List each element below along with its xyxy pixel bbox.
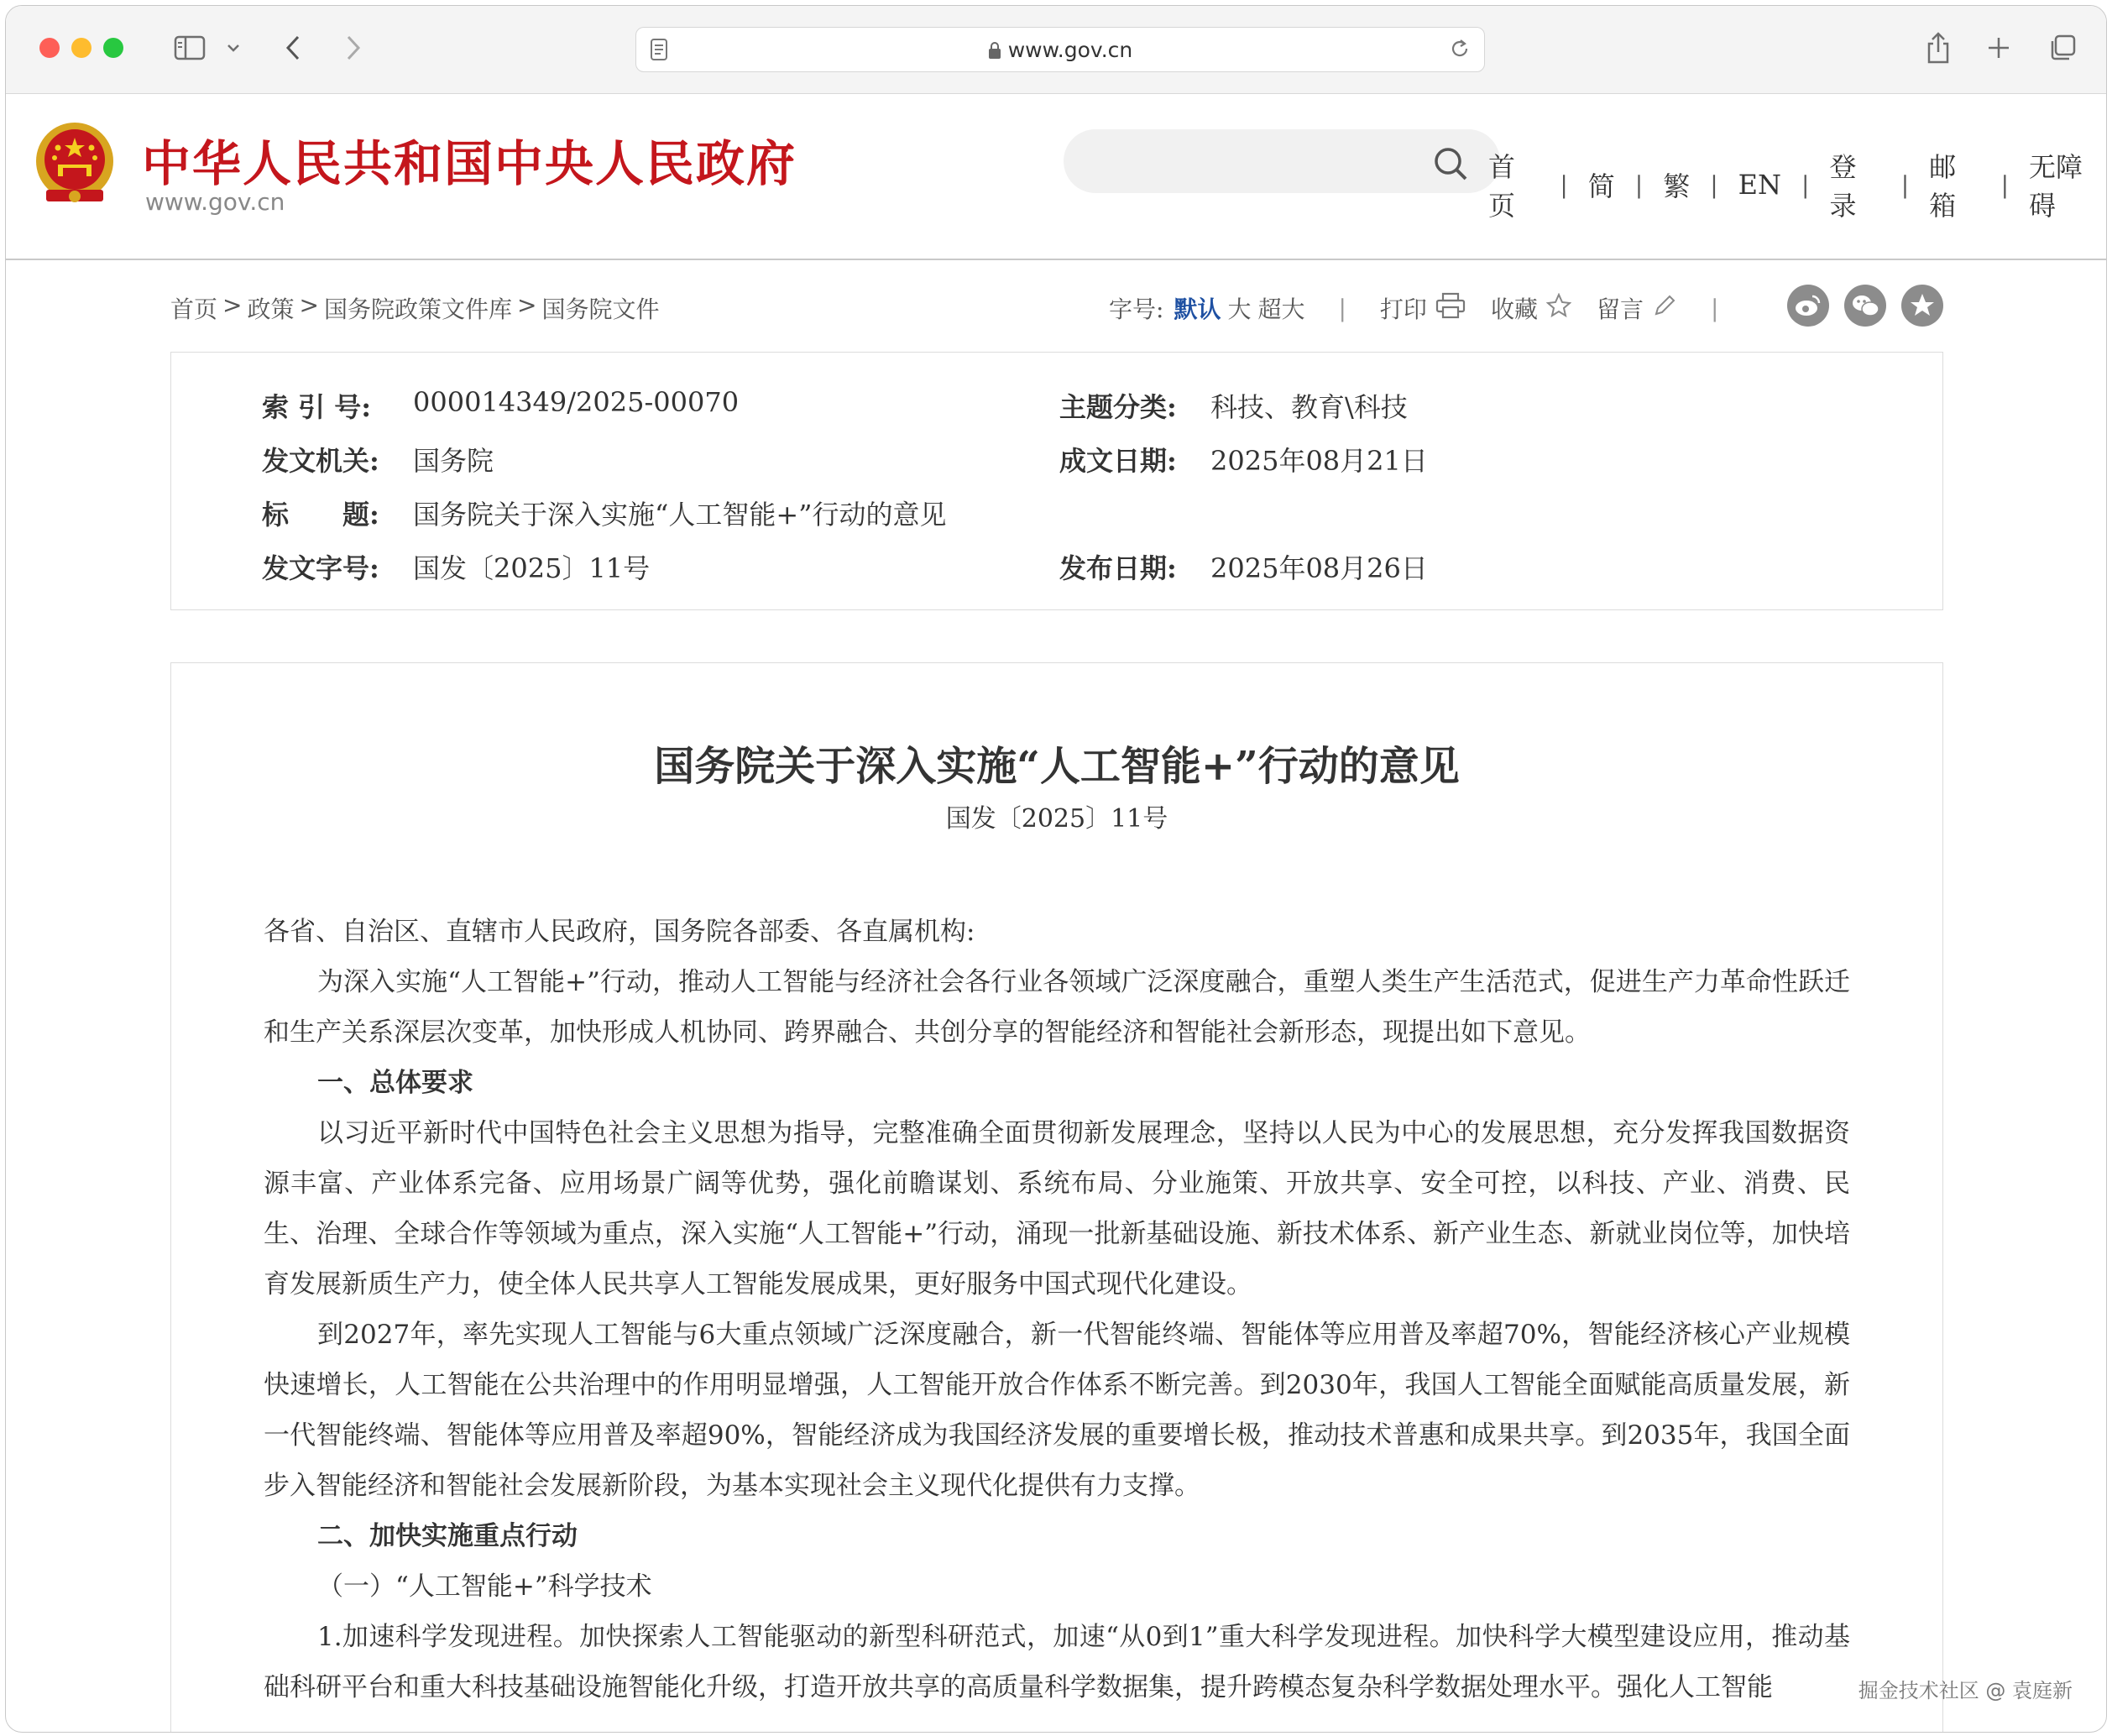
- meta-topic-value: 科技、教育\科技: [1210, 391, 1408, 423]
- nav-english[interactable]: EN: [1738, 169, 1782, 201]
- meta-published-date-value: 2025年08月26日: [1210, 552, 1428, 584]
- tools-separator: |: [1710, 294, 1719, 322]
- star-icon: [1546, 293, 1571, 324]
- nav-separator: |: [1710, 170, 1718, 199]
- forward-icon[interactable]: [337, 26, 370, 70]
- paragraph: 为深入实施“人工智能+”行动，推动人工智能与经济社会各行业各领域广泛深度融合，重塑人类生产生活范式，促进生产力革命性跃迁和生产关系深层次变革，加快形成人机协同、跨界融合、共创分享的智能经济和智能社会新形态，现提出如下意见。: [264, 967, 1850, 1048]
- breadcrumb-state-council-docs[interactable]: 国务院文件: [541, 295, 660, 323]
- wechat-icon: [1844, 285, 1886, 327]
- nav-simplified[interactable]: 简: [1587, 170, 1615, 202]
- site-domain: [145, 188, 285, 216]
- minimize-window-button[interactable]: [71, 38, 91, 58]
- maximize-window-button[interactable]: [103, 38, 123, 58]
- breadcrumb-row: [6, 259, 2106, 352]
- nav-mailbox[interactable]: 邮箱: [1929, 151, 1957, 222]
- nav-home[interactable]: 首页: [1488, 151, 1516, 222]
- meta-index-label: 索 引 号:: [262, 391, 372, 423]
- address-bar[interactable]: [635, 27, 1485, 72]
- lock-icon: [988, 40, 1001, 65]
- reload-icon[interactable]: [1449, 38, 1471, 63]
- share-icon[interactable]: [1921, 26, 1955, 70]
- weibo-share-button[interactable]: [1787, 285, 1829, 327]
- font-size-large[interactable]: 大: [1227, 295, 1252, 323]
- tools-separator: |: [1338, 294, 1346, 322]
- article-title: 国务院关于深入实施“人工智能+”行动的意见: [654, 743, 1460, 790]
- breadcrumb: [170, 291, 659, 325]
- nav-login[interactable]: 登录: [1829, 151, 1857, 222]
- watermark: 掘金技术社区 @ 袁庭新: [1858, 1679, 2073, 1702]
- weibo-icon: [1787, 285, 1829, 327]
- meta-index-row: [262, 386, 739, 425]
- nav-separator: |: [1560, 170, 1568, 199]
- star-badge-icon: [1901, 285, 1943, 327]
- comment-label: 留言: [1596, 295, 1644, 323]
- national-emblem-logo[interactable]: [31, 119, 118, 210]
- comment-button[interactable]: [1597, 291, 1677, 325]
- favorite-button[interactable]: [1491, 291, 1571, 325]
- meta-title-value: 国务院关于深入实施“人工智能+”行动的意见: [413, 499, 947, 531]
- breadcrumb-policy[interactable]: 政策: [247, 295, 295, 323]
- meta-docno-row: [262, 547, 650, 586]
- meta-topic-label: 主题分类:: [1059, 391, 1177, 423]
- print-button[interactable]: [1380, 291, 1466, 325]
- nav-separator: |: [1900, 170, 1910, 199]
- url-text: [636, 38, 1484, 65]
- article-body: [170, 662, 1943, 1733]
- breadcrumb-separator: >: [516, 291, 537, 319]
- nav-accessibility[interactable]: 无障碍: [2029, 151, 2083, 222]
- nav-separator: |: [1801, 170, 1810, 199]
- meta-issuer-label: 发文机关:: [262, 445, 379, 477]
- breadcrumb-separator: >: [222, 291, 243, 319]
- breadcrumb-separator: >: [299, 291, 319, 319]
- site-domain-text: www.gov.cn: [145, 188, 285, 216]
- font-size-label: 字号:: [1109, 295, 1164, 323]
- nav-separator: |: [2000, 170, 2009, 199]
- url-value: www.gov.cn: [1007, 38, 1133, 62]
- meta-title-row: [262, 494, 947, 532]
- paragraph: 到2027年，率先实现人工智能与6大重点领域广泛深度融合，新一代智能终端、智能体等应用普及率超70%，智能经济核心产业规模快速增长，人工智能在公共治理中的作用明显增强，人工智能开放合作体系不断完善。到2030年，我国人工智能全面赋能高质量发展，新一代智能终端、智能体等应用普及率超90%，智能经济成为我国经济发展的重要增长极，推动技术普惠和成果共享。到2035年，我国全面步入智能经济和智能社会发展新阶段，为基本实现社会主义现代化提供有力支撑。: [264, 1320, 1850, 1501]
- browser-window: [5, 5, 2107, 1733]
- meta-index-value: 000014349/2025-00070: [413, 386, 740, 418]
- article-text: [264, 907, 1850, 1712]
- page-tools: [1109, 291, 1752, 325]
- site-title[interactable]: 中华人民共和国中央人民政府: [142, 135, 797, 192]
- meta-written-date-label: 成文日期:: [1059, 445, 1177, 477]
- meta-docno-label: 发文字号:: [262, 552, 379, 584]
- font-size-default[interactable]: 默认: [1174, 295, 1221, 323]
- meta-topic-row: [1059, 386, 1408, 425]
- paragraph: 1.加速科学发现进程。加快探索人工智能驱动的新型科研范式，加速“从0到1”重大科学发现进程。加快科学大模型建设应用，推动基础科研平台和重大科技基础设施智能化升级，打造开放共享的高质量科学数据集，提升跨模态复杂科学数据处理水平。强化人工智能: [264, 1622, 1850, 1702]
- paragraph: 以习近平新时代中国特色社会主义思想为指导，完整准确全面贯彻新发展理念，坚持以人民为中心的发展思想，充分发挥我国数据资源丰富、产业体系完备、应用场景广阔等优势，强化前瞻谋划、系统布局、分业施策、开放共享、安全可控，以科技、产业、消费、民生、治理、全球合作等领域为重点，深入实施“人工智能+”行动，涌现一批新基础设施、新技术体系、新产业生态、新就业岗位等，加快培育发展新质生产力，使全体人民共享人工智能发展成果，更好服务中国式现代化建设。: [264, 1118, 1850, 1299]
- document-meta-box: [170, 352, 1943, 610]
- meta-published-date-row: [1059, 547, 1428, 586]
- pencil-icon: [1652, 293, 1677, 324]
- meta-issuer-value: 国务院: [413, 445, 494, 477]
- meta-issuer-row: [262, 440, 494, 478]
- favorite-label: 收藏: [1490, 295, 1538, 323]
- nav-separator: |: [1634, 170, 1644, 199]
- chevron-down-icon[interactable]: [221, 26, 246, 70]
- site-header: [6, 94, 2106, 260]
- breadcrumb-home[interactable]: 首页: [170, 295, 218, 323]
- tab-overview-icon[interactable]: [2046, 26, 2079, 70]
- favorite-share-button[interactable]: [1901, 285, 1943, 327]
- meta-published-date-label: 发布日期:: [1059, 552, 1177, 584]
- back-icon[interactable]: [276, 26, 310, 70]
- search-icon[interactable]: [1433, 146, 1468, 181]
- meta-title-label: 标 题:: [262, 499, 379, 531]
- nav-traditional[interactable]: 繁: [1663, 170, 1691, 202]
- top-nav: [1488, 146, 2106, 223]
- article-doc-number: 国发〔2025〕11号: [945, 804, 1168, 834]
- meta-written-date-row: [1059, 440, 1428, 478]
- printer-icon: [1435, 292, 1466, 325]
- breadcrumb-policy-library[interactable]: 国务院政策文件库: [323, 295, 512, 323]
- print-label: 打印: [1379, 295, 1427, 323]
- subsection-heading: （一）“人工智能+”科学技术: [317, 1571, 652, 1602]
- salutation: 各省、自治区、直辖市人民政府，国务院各部委、各直属机构:: [264, 917, 975, 947]
- sidebar-icon[interactable]: [169, 26, 211, 70]
- meta-docno-value: 国发〔2025〕11号: [413, 552, 651, 584]
- new-tab-icon[interactable]: [1982, 26, 2015, 70]
- browser-toolbar: [6, 6, 2106, 94]
- section-heading: 一、总体要求: [317, 1068, 473, 1098]
- wechat-share-button[interactable]: [1844, 285, 1886, 327]
- section-heading: 二、加快实施重点行动: [317, 1521, 578, 1551]
- close-window-button[interactable]: [39, 38, 60, 58]
- meta-written-date-value: 2025年08月21日: [1210, 445, 1428, 477]
- font-size-xlarge[interactable]: 超大: [1257, 295, 1305, 323]
